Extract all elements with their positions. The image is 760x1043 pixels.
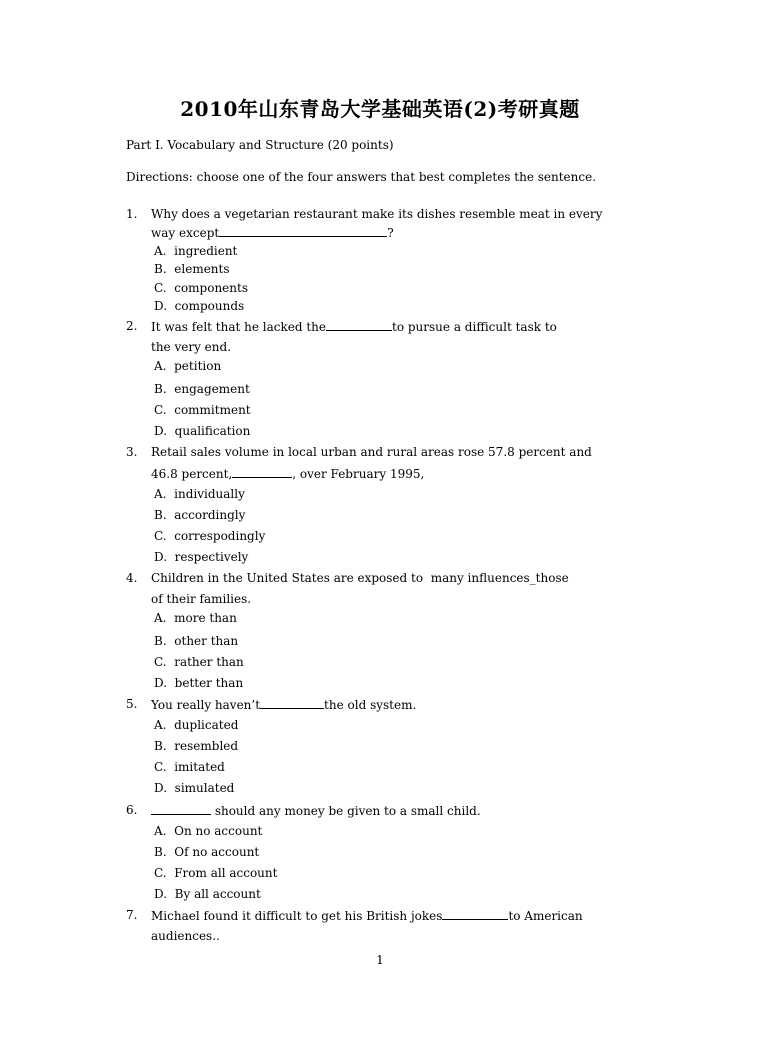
question-text: You really haven’t the old system. <box>151 698 417 712</box>
document-title: 2010年山东青岛大学基础英语(2)考研真题 <box>180 97 580 121</box>
question-number: 4. <box>126 571 138 585</box>
option-b: B. other than <box>154 634 239 648</box>
question-text-continued: way except ? <box>151 226 394 240</box>
question-text: Michael found it difficult to get his British jokes to American <box>151 909 583 923</box>
option-a: A. ingredient <box>154 244 238 258</box>
answer-blank <box>442 908 508 920</box>
part-heading: Part I. Vocabulary and Structure (20 points) <box>126 138 394 152</box>
option-d: D. qualification <box>154 424 251 438</box>
answer-blank <box>232 466 292 478</box>
option-d: D. compounds <box>154 299 245 313</box>
option-a: A. On no account <box>154 824 263 838</box>
question-text: Children in the United States are exposed to many influences_those <box>151 571 569 585</box>
option-a: A. petition <box>154 359 222 373</box>
answer-blank <box>260 697 324 709</box>
option-c: C. correspodingly <box>154 529 266 543</box>
option-d: D. simulated <box>154 781 235 795</box>
question-number: 7. <box>126 908 138 922</box>
question-number: 5. <box>126 697 138 711</box>
question-number: 1. <box>126 207 138 221</box>
question-text-continued: audiences.. <box>151 929 220 943</box>
option-b: B. Of no account <box>154 845 260 859</box>
page-number: 1 <box>376 953 384 967</box>
option-a: A. duplicated <box>154 718 239 732</box>
option-c: C. imitated <box>154 760 225 774</box>
question-number: 6. <box>126 803 138 817</box>
question-text: It was felt that he lacked the to pursue a difficult task to <box>151 320 557 334</box>
option-c: C. From all account <box>154 866 278 880</box>
answer-blank <box>219 225 387 237</box>
directions-text: Directions: choose one of the four answers that best completes the sentence. <box>126 170 597 184</box>
answer-blank <box>326 319 392 331</box>
question-number: 2. <box>126 319 138 333</box>
question-text-continued: the very end. <box>151 340 232 354</box>
option-d: D. better than <box>154 676 244 690</box>
option-b: B. elements <box>154 262 230 276</box>
option-a: A. individually <box>154 487 245 501</box>
option-d: D. By all account <box>154 887 261 901</box>
option-b: B. accordingly <box>154 508 246 522</box>
question-text-continued: 46.8 percent, , over February 1995, <box>151 467 425 481</box>
question-text-continued: of their families. <box>151 592 252 606</box>
option-a: A. more than <box>154 611 237 625</box>
option-b: B. engagement <box>154 382 250 396</box>
question-text: Why does a vegetarian restaurant make its dishes resemble meat in every <box>151 207 603 221</box>
question-text: Retail sales volume in local urban and rural areas rose 57.8 percent and <box>151 445 592 459</box>
question-text: should any money be given to a small child. <box>151 803 481 818</box>
option-d: D. respectively <box>154 550 249 564</box>
option-c: C. commitment <box>154 403 251 417</box>
option-b: B. resembled <box>154 739 239 753</box>
option-c: C. rather than <box>154 655 244 669</box>
option-c: C. components <box>154 281 248 295</box>
question-number: 3. <box>126 445 138 459</box>
answer-blank <box>151 803 211 815</box>
